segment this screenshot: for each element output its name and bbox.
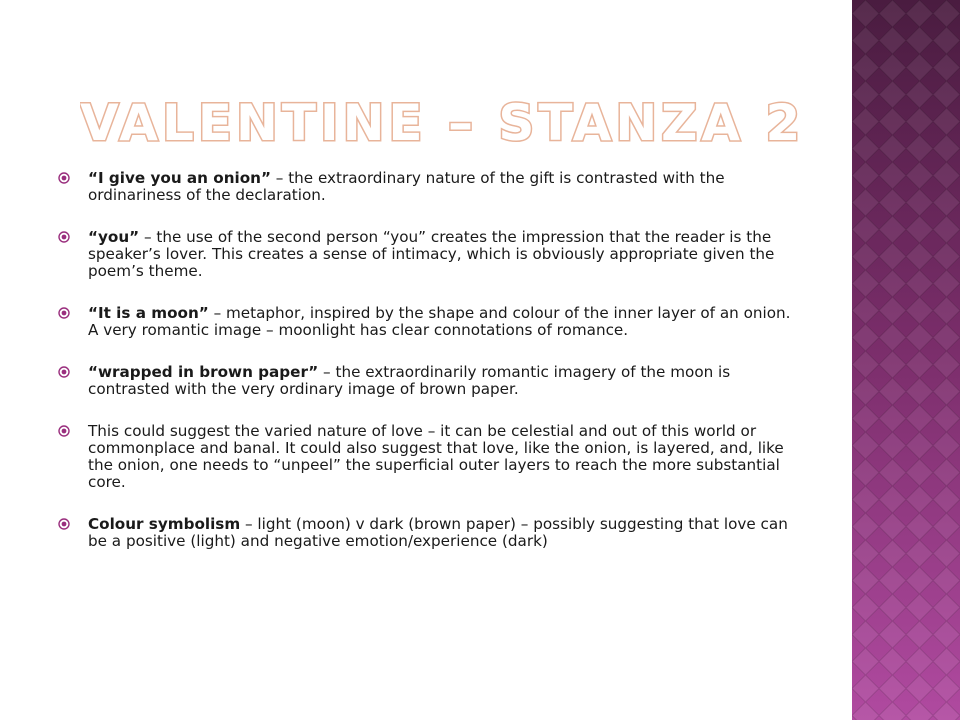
bullet-item <box>58 170 803 204</box>
bullet-icon <box>58 366 70 378</box>
bullet-item <box>58 423 803 491</box>
bullet-icon <box>58 307 70 319</box>
bullet-text: – metaphor, inspired by the shape and colour of the inner layer of an onion. A very romantic image – moonlight has clear connotations of romance. <box>88 304 791 339</box>
bullet-list <box>58 170 803 575</box>
bullet-icon <box>58 518 70 530</box>
slide-title-graphic <box>80 80 820 152</box>
diamond-pattern <box>852 0 960 720</box>
bullet-text: – the use of the second person “you” creates the impression that the reader is the speaker’s lover. This creates a sense of intimacy, which is obviously appropriate given the poem’s theme. <box>88 228 775 280</box>
bullet-text: – the extraordinary nature of the gift is contrasted with the ordinariness of the declaration. <box>88 169 725 204</box>
bullet-text: This could suggest the varied nature of love – it can be celestial and out of this world or commonplace and banal. It could also suggest that love, like the onion, is layered, and, like the onion, one needs to “unpeel” the superficial outer layers to reach the more substantial core. <box>88 422 784 491</box>
bullet-text: – light (moon) v dark (brown paper) – possibly suggesting that love can be a positive (light) and negative emotion/experience (dark) <box>88 515 788 550</box>
bullet-quote: “It is a moon” <box>88 304 209 322</box>
bullet-quote: “you” <box>88 228 140 246</box>
bullet-quote: Colour symbolism <box>88 515 241 533</box>
bullet-item <box>58 516 803 550</box>
bullet-item <box>58 364 803 398</box>
bullet-item <box>58 305 803 339</box>
slide-title-text: VALENTINE – STANZA 2 <box>80 94 805 152</box>
decorative-side-panel <box>852 0 960 720</box>
bullet-item <box>58 229 803 280</box>
bullet-icon <box>58 231 70 243</box>
bullet-quote: “I give you an onion” <box>88 169 271 187</box>
bullet-icon <box>58 172 70 184</box>
slide-title <box>80 80 820 152</box>
bullet-text: – the extraordinarily romantic imagery of the moon is contrasted with the very ordinary image of brown paper. <box>88 363 731 398</box>
bullet-icon <box>58 425 70 437</box>
bullet-quote: “wrapped in brown paper” <box>88 363 319 381</box>
